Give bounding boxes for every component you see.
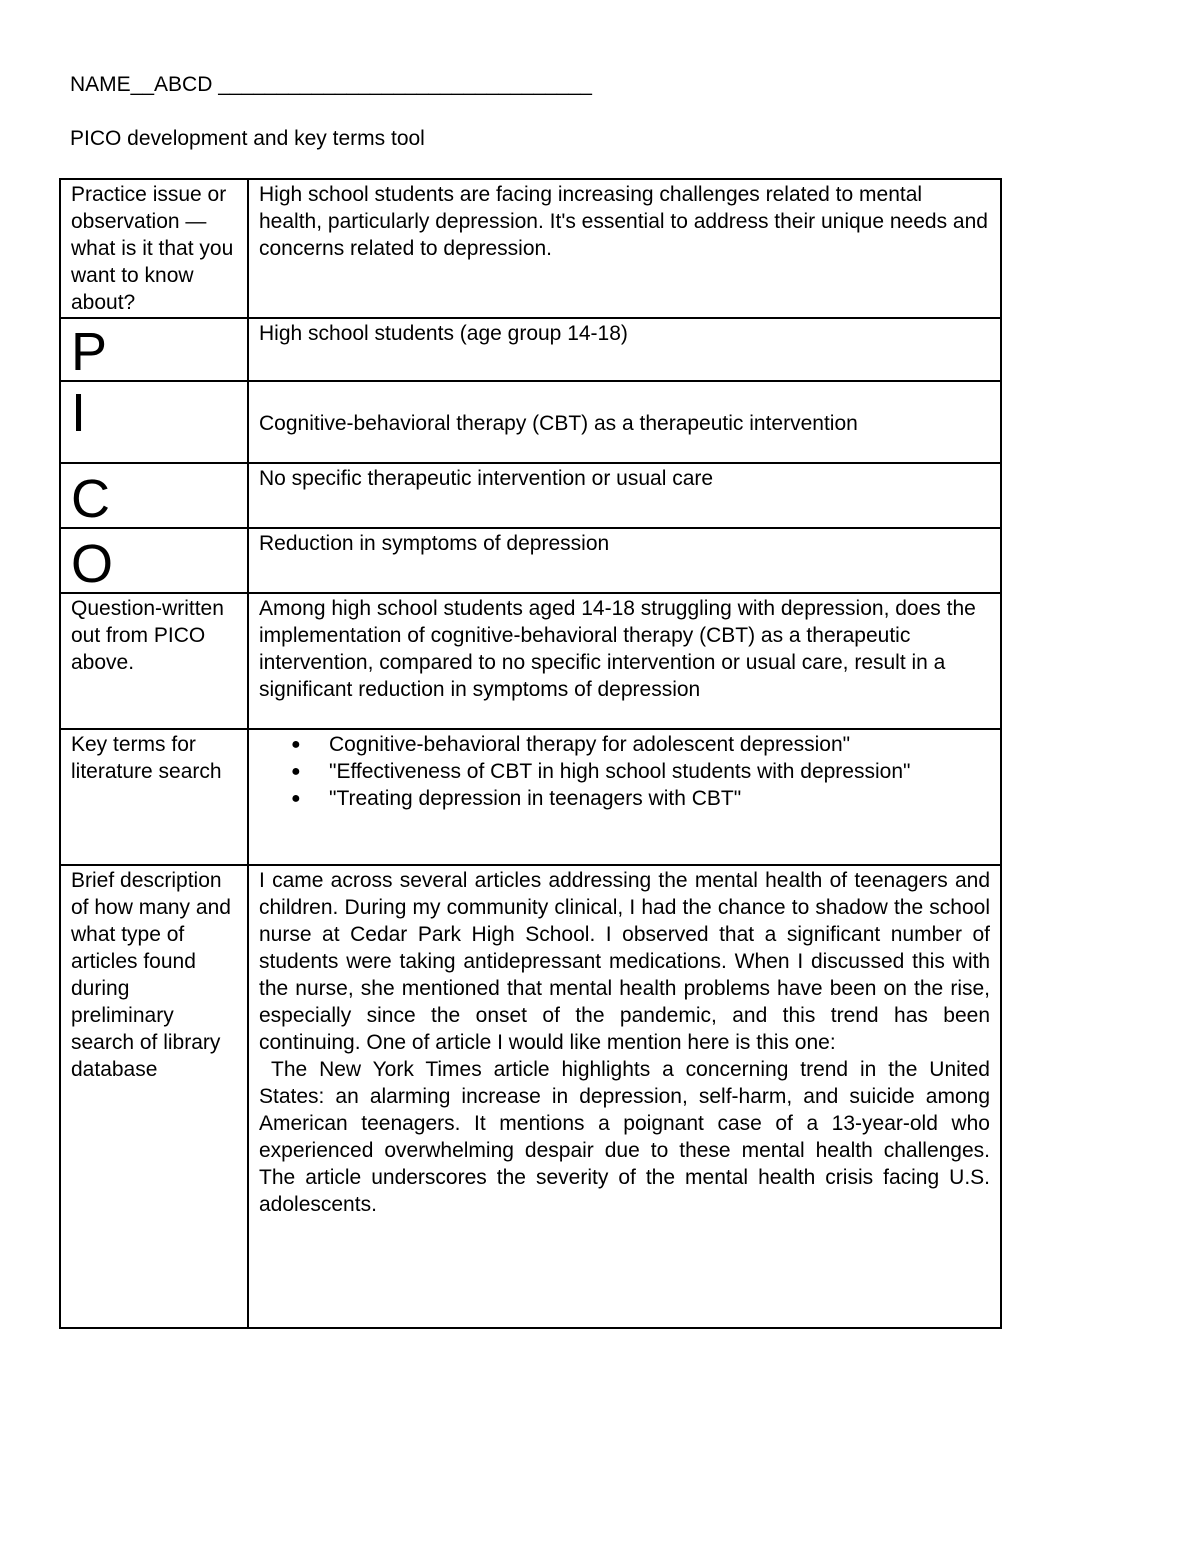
row-o (60, 528, 1001, 593)
name-line: NAME__ABCD ________________________________ (70, 73, 592, 96)
i-label: I (71, 383, 87, 443)
key-terms-list (259, 731, 990, 812)
o-label-cell (60, 528, 248, 593)
bullet-icon: ● (291, 736, 301, 753)
i-label-cell (60, 381, 248, 463)
row-key-terms (60, 729, 1001, 865)
practice-issue-content: High school students are facing increasing challenges related to mental health, particularly depression. It's essential to address their unique needs and concerns related to depression. (248, 179, 1001, 318)
brief-description-label: Brief description of how many and what type of articles found during preliminary search of library database (60, 865, 248, 1328)
key-term-text: "Effectiveness of CBT in high school students with depression" (329, 760, 911, 783)
document-title: PICO development and key terms tool (70, 127, 425, 150)
pico-table (59, 178, 1002, 1329)
c-content: No specific therapeutic intervention or usual care (248, 463, 1001, 528)
row-i (60, 381, 1001, 463)
brief-description-cell (248, 865, 1001, 1328)
o-label: O (71, 534, 114, 594)
key-terms-cell (248, 729, 1001, 865)
i-content: Cognitive-behavioral therapy (CBT) as a therapeutic intervention (259, 412, 858, 435)
i-content-cell (248, 381, 1001, 463)
c-label: C (71, 469, 110, 529)
row-c (60, 463, 1001, 528)
p-label-cell (60, 318, 248, 381)
key-terms-label: Key terms for literature search (60, 729, 248, 865)
brief-paragraph-1: I came across several articles addressing the mental health of teenagers and children. During my community clinical, I had the chance to shadow the school nurse at Cedar Park High School. I observed that a significant number of students were taking antidepressant medications. When I discussed this with the nurse, she mentioned that mental health problems have been on the rise, especially since the onset of the pandemic, and this trend has been continuing. One of article I would like mention here is this one: (259, 869, 990, 1054)
row-brief-description (60, 865, 1001, 1328)
key-term-text: "Treating depression in teenagers with CBT" (329, 787, 742, 810)
p-content: High school students (age group 14-18) (248, 318, 1001, 381)
o-content: Reduction in symptoms of depression (248, 528, 1001, 593)
row-question (60, 593, 1001, 729)
row-p (60, 318, 1001, 381)
practice-issue-label: Practice issue or observation —what is it that you want to know about? (60, 179, 248, 318)
key-term-text: Cognitive-behavioral therapy for adolescent depression" (329, 733, 851, 756)
key-term-item (291, 758, 990, 785)
row-practice-issue (60, 179, 1001, 318)
bullet-icon: ● (291, 763, 301, 780)
key-term-item (291, 731, 990, 758)
p-label: P (71, 322, 108, 382)
bullet-icon: ● (291, 790, 301, 807)
key-term-item (291, 785, 990, 812)
brief-paragraph-2: The New York Times article highlights a concerning trend in the United States: an alarming increase in depression, self-harm, and suicide among American teenagers. It mentions a poignant case of a 13-year-old who experienced overwhelming despair due to these mental health challenges. The article underscores the severity of the mental health crisis facing U.S. adolescents. (259, 1058, 990, 1216)
question-label: Question-written out from PICO above. (60, 593, 248, 729)
c-label-cell (60, 463, 248, 528)
question-content: Among high school students aged 14-18 struggling with depression, does the implementation of cognitive-behavioral therapy (CBT) as a therapeutic intervention, compared to no specific intervention or usual care, result in a significant reduction in symptoms of depression (248, 593, 1001, 729)
